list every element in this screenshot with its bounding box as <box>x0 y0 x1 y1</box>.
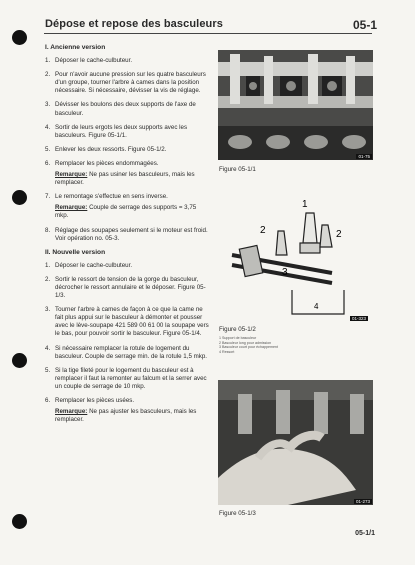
legend-item-1: 1 Support de basculeur <box>219 336 257 340</box>
step-text: Enlever les deux ressorts. Figure 05-1/2. <box>55 145 167 153</box>
figure-2-label-2a: 2 <box>260 225 266 236</box>
step-item <box>45 71 211 95</box>
step-text: Le remontage s'effectue en sens inverse. <box>55 193 168 201</box>
old-version-steps <box>45 57 211 243</box>
step-text: Si nécessaire remplacer la rotule de logement du basculeur. Couple de serrage min. de la rotule 1,5 mkp. <box>55 344 208 360</box>
step-text: Réglage des soupapes seulement si le moteur est froid. Voir opération no. 05-3. <box>55 226 208 242</box>
binder-hole-3 <box>12 353 27 368</box>
step-text: Dévisser les boulons des deux supports de l'axe de basculeur. <box>55 101 196 117</box>
step-number: 1. <box>45 57 51 65</box>
figure-1-photo <box>218 50 373 160</box>
step-text: Déposer le cache-culbuteur. <box>55 57 133 65</box>
step-item <box>45 160 211 168</box>
step-item <box>45 397 211 405</box>
figure-2-label-2b: 2 <box>336 229 342 240</box>
step-item <box>45 57 211 65</box>
step-item <box>45 306 211 338</box>
step-number: 1. <box>45 261 51 269</box>
step-remark <box>45 408 211 424</box>
step-remark <box>45 204 211 220</box>
step-item <box>45 276 211 300</box>
figure-2-legend <box>219 336 278 354</box>
step-item <box>45 193 211 201</box>
step-text: Sortir le ressort de tension de la gorge du basculeur, décrocher le ressort annulaire et le déposer. Figure 05-1/3. <box>55 275 206 300</box>
step-item <box>45 227 211 243</box>
remark-text: Couple de serrage des supports = 3,75 mkp. <box>55 204 197 220</box>
step-item <box>45 146 211 154</box>
binder-hole-1 <box>12 30 27 45</box>
step-number: 5. <box>45 366 51 374</box>
step-number: 6. <box>45 397 51 404</box>
header-rule <box>44 33 372 34</box>
figure-3-caption: Figure 05-1/3 <box>219 510 256 517</box>
step-text: Déposer le cache-culbuteur. <box>55 261 133 269</box>
section-heading-new: II. Nouvelle version <box>45 248 106 256</box>
step-number: 2. <box>45 275 51 283</box>
step-text: Remplacer les pièces usées. <box>55 397 135 404</box>
step-item <box>45 345 211 361</box>
step-text: Pour n'avoir aucune pression sur les quatre basculeurs d'un groupe, tourner l'arbre à cames dans la position nécessaire. Si nécessaire, dévisser la vis de réglage. <box>55 71 206 95</box>
remark-text: Ne pas usiner les basculeurs, mais les remplacer. <box>55 171 195 187</box>
step-text: Sortir de leurs ergots les deux supports avec les basculeurs. Figure 05-1/1. <box>55 123 188 139</box>
step-text: Si la tige fileté pour le logement du basculeur est à remplacer il faut la remonter au falcum et la serrer avec un couple de serrage de 10 mkp. <box>55 366 207 390</box>
step-number: 5. <box>45 145 51 153</box>
figure-2-tag: 01-323 <box>352 316 367 321</box>
step-text: Remplacer les pièces endommagées. <box>55 159 159 167</box>
remark-label: Remarque: <box>55 171 88 179</box>
binder-hole-2 <box>12 190 27 205</box>
section-heading-old: I. Ancienne version <box>45 44 106 51</box>
step-number: 4. <box>45 344 51 352</box>
step-number: 2. <box>45 71 51 79</box>
step-number: 4. <box>45 123 51 131</box>
step-number: 6. <box>45 159 51 167</box>
remark-label: Remarque: <box>55 408 88 416</box>
legend-item-2: 2 Basculeur long pour admission <box>219 340 272 345</box>
step-number: 8. <box>45 226 51 234</box>
binder-hole-4 <box>12 514 27 529</box>
step-item <box>45 124 211 140</box>
new-version-steps <box>45 262 211 425</box>
step-item <box>45 262 211 270</box>
figure-2-label-1: 1 <box>302 199 308 210</box>
step-number: 3. <box>45 306 51 314</box>
legend-item-4: 4 Ressort <box>219 349 235 354</box>
step-text: Tourner l'arbre à cames de façon à ce que la came ne fait plus appui sur le basculeur à démonter et pousser avec le lève-soupape 421 589 00 61 00 la soupape vers le bas, pour pouvoir sortir le basculeur. Figure 05-1/4. <box>55 306 209 338</box>
step-item <box>45 367 211 391</box>
figure-3-photo <box>218 380 373 505</box>
figure-3-tag: 01-273 <box>355 499 370 504</box>
step-item <box>45 101 211 117</box>
page-number: 05-1/1 <box>355 530 375 537</box>
remark-label: Remarque: <box>55 204 88 212</box>
figure-2-caption: Figure 05-1/2 <box>219 326 256 333</box>
text-column <box>45 40 211 430</box>
legend-item-3: 3 Basculeur court pour échappement <box>219 345 278 350</box>
step-remark <box>45 171 211 187</box>
figure-2-label-4: 4 <box>314 302 319 311</box>
figure-2-drawing <box>222 195 374 323</box>
figure-1-tag: 01-75 <box>358 154 370 159</box>
step-number: 3. <box>45 101 51 109</box>
figure-1-caption: Figure 05-1/1 <box>219 166 256 173</box>
figure-2-label-3: 3 <box>282 267 288 278</box>
operation-code: 05-1 <box>352 18 377 32</box>
page-title: Dépose et repose des basculeurs <box>45 18 223 30</box>
step-number: 7. <box>45 193 51 201</box>
remark-text: Ne pas ajuster les basculeurs, mais les remplacer. <box>55 408 197 424</box>
